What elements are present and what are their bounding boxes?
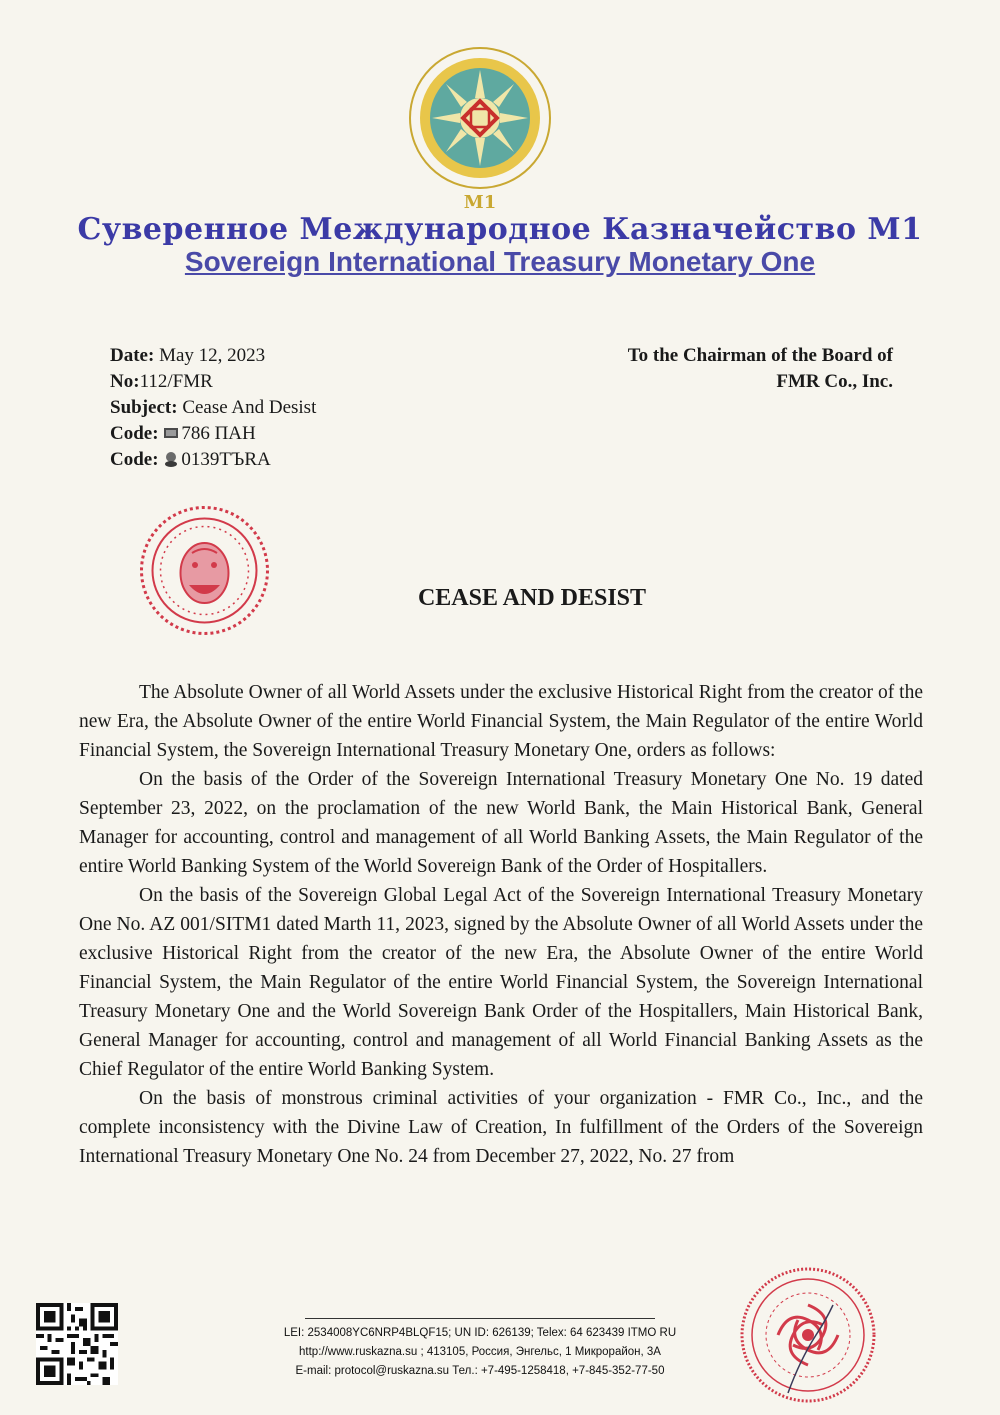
letter-meta <box>110 343 316 473</box>
letter-footer <box>230 1324 730 1381</box>
number-value: 112/FMR <box>139 371 213 392</box>
date-label: Date: <box>110 345 155 366</box>
date-value: May 12, 2023 <box>159 345 266 366</box>
code-label: Code: <box>110 423 159 444</box>
date-row <box>110 343 316 369</box>
addressee-line-2: FMR Co., Inc. <box>776 371 893 392</box>
org-name-english: Sovereign International Treasury Monetary One <box>184 246 816 277</box>
letter-body <box>79 678 923 1171</box>
body-paragraph: The Absolute Owner of all World Assets under the exclusive Historical Right from the creator of the new Era, the Absolute Owner of the entire World Financial System, the Main Regulator of the entire World Financial System, the Sovereign International Treasury Monetary One, orders as follows: <box>79 682 923 761</box>
portrait-icon <box>163 451 179 467</box>
body-paragraph: On the basis of the Sovereign Global Legal Act of the Sovereign International Treasury Monetary One No. AZ 001/SITM1 dated Marth 11, 2023, signed by the Absolute Owner of all World Assets under the exclusive Historical Right from the creator of the new Era, the Absolute Owner of the entire World Financial System, the Main Regulator of the entire World Financial System, the Sovereign International Treasury Monetary One and the World Sovereign Bank Order of the Hospitallers, Main Historical Bank, General Manager for accounting, control and management of all World Financial Banking Assets as the Chief Regulator of the entire World Banking System. <box>79 885 923 1080</box>
code-value: 0139ТЪRA <box>181 449 271 470</box>
subject-value: Cease And Desist <box>182 397 317 418</box>
subject-row <box>110 395 316 421</box>
org-name-russian: Суверенное Международное Казначейство М1 <box>77 212 923 247</box>
footer-divider <box>305 1318 655 1319</box>
red-round-stamp-icon <box>738 1265 878 1405</box>
addressee <box>628 343 893 395</box>
svg-text:М1: М1 <box>463 192 497 213</box>
code-row-2 <box>110 447 316 473</box>
document-title: CEASE AND DESIST <box>417 585 647 611</box>
qr-code-icon <box>36 1303 118 1385</box>
code-label: Code: <box>110 449 159 470</box>
subject-label: Subject: <box>110 397 178 418</box>
treasury-seal-icon <box>405 40 555 215</box>
code-row-1 <box>110 421 316 447</box>
red-face-stamp-icon <box>137 503 272 638</box>
footer-address-line: http://www.ruskazna.su ; 413105, Россия, Энгельс, 1 Микрорайон, 3А <box>299 1346 661 1358</box>
code-value: 786 ПАН <box>181 423 256 444</box>
number-row <box>110 369 316 395</box>
footer-registry-line: LEI: 2534008YC6NRP4BLQF15; UN ID: 626139; Telex: 64 623439 ITMO RU <box>283 1327 677 1339</box>
addressee-line-1: To the Chairman of the Board of <box>627 345 893 366</box>
body-paragraph: On the basis of monstrous criminal activities of your organization - FMR Co., Inc., and the complete inconsistency with the Divine Law of Creation, In fulfillment of the Orders of the Sovereign International Treasury Monetary One No. 24 from December 27, 2022, No. 27 from <box>79 1088 923 1167</box>
number-label: No: <box>110 371 140 392</box>
book-icon <box>163 425 179 441</box>
footer-contact-line: E-mail: protocol@ruskazna.su Тел.: +7-495-1258418, +7-845-352-77-50 <box>295 1365 665 1377</box>
body-paragraph: On the basis of the Order of the Sovereign International Treasury Monetary One No. 19 dated September 23, 2022, on the proclamation of the new World Bank, the Main Historical Bank, General Manager for accounting, control and management of all World Banking Assets, the Main Regulator of the entire World Banking System of the World Sovereign Bank of the Order of Hospitallers. <box>79 769 923 877</box>
